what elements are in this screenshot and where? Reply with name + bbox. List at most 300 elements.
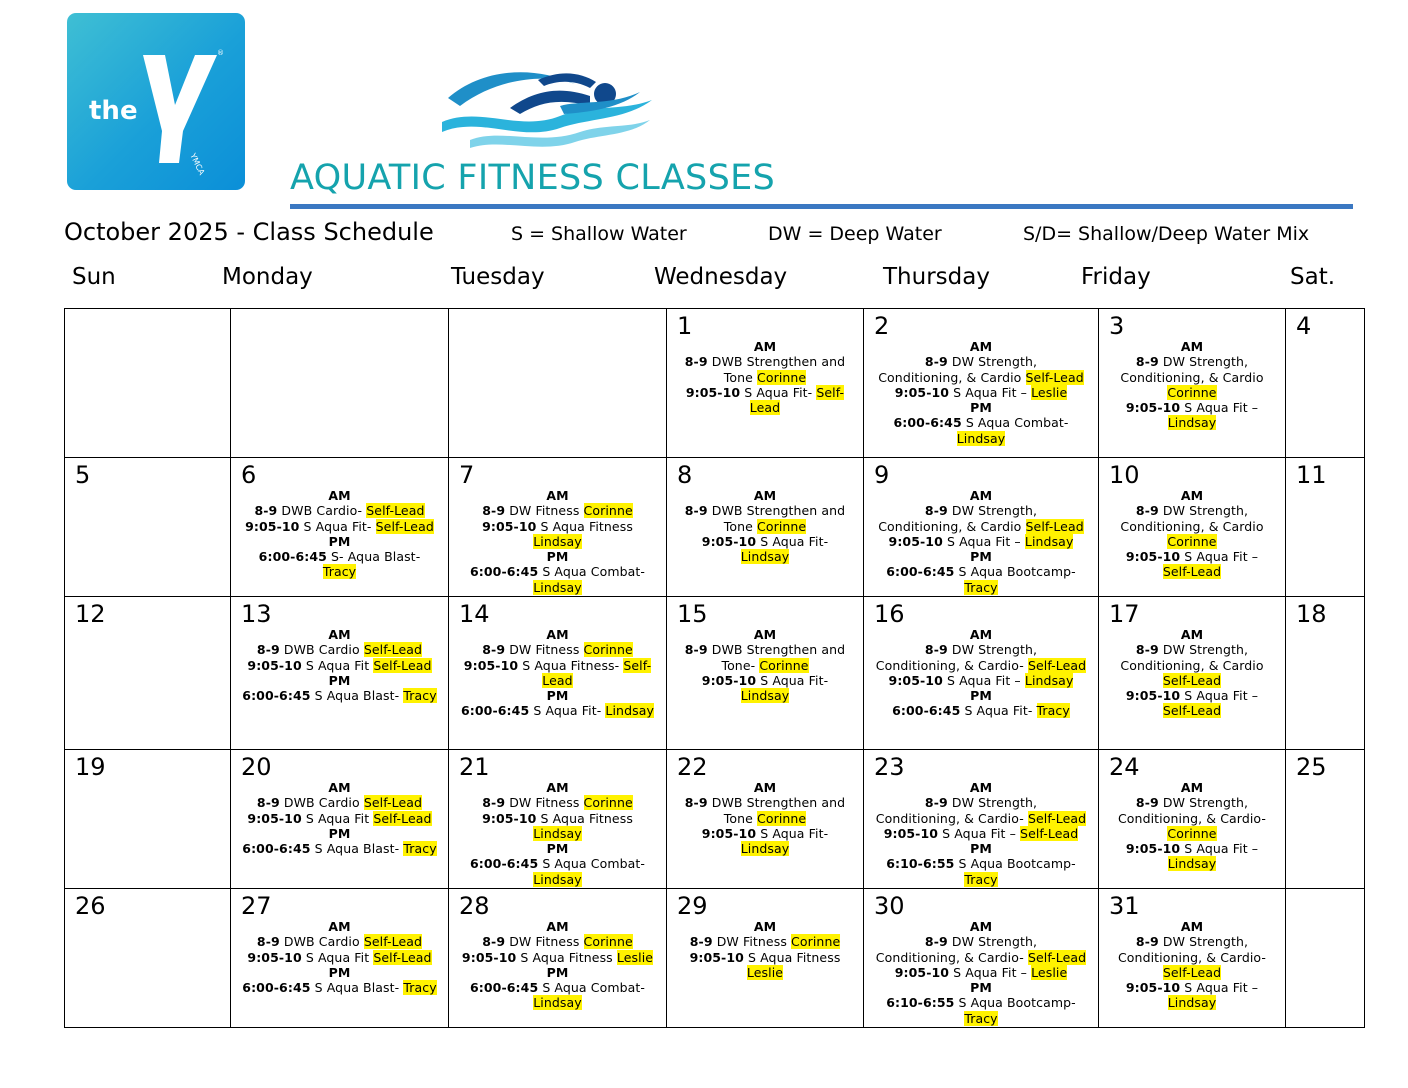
class-line <box>449 780 666 795</box>
class-text: S Aqua Fit – <box>1180 400 1259 416</box>
time-label: AM <box>969 488 993 503</box>
instructor-name: Corinne <box>583 503 633 519</box>
class-text: S Aqua Fit- <box>960 703 1037 719</box>
class-line <box>1099 534 1285 549</box>
class-line <box>231 780 448 795</box>
instructor-name: Lindsay <box>533 995 582 1011</box>
class-line <box>864 841 1098 856</box>
day-number: 27 <box>241 892 272 920</box>
instructor-name: Tracy <box>403 841 437 857</box>
instructor-name: Lindsay <box>1167 415 1217 431</box>
instructor-name: Tracy <box>964 871 998 887</box>
day-number: 17 <box>1109 600 1140 628</box>
instructor-name: Lead <box>542 672 573 688</box>
class-text: DW Fitness <box>712 934 792 950</box>
time-label: 6:00-6:45 <box>469 564 539 580</box>
class-line <box>231 795 448 810</box>
class-line <box>231 642 448 657</box>
class-line <box>449 995 666 1010</box>
time-label: 8-9 <box>1135 934 1159 950</box>
class-text: DW Fitness <box>505 795 584 811</box>
time-label: AM <box>969 339 993 354</box>
class-line <box>449 811 666 826</box>
class-line <box>667 370 863 385</box>
day-header-sat: Sat. <box>1290 264 1336 290</box>
class-line <box>231 811 448 826</box>
instructor-name: Self-Lead <box>1162 964 1222 980</box>
instructor-name: Corinne <box>757 810 807 826</box>
instructor-name: Self-Lead <box>373 949 432 965</box>
day-number: 30 <box>874 892 905 920</box>
time-label: AM <box>969 627 993 642</box>
class-text: DW Strength, <box>1158 354 1249 370</box>
calendar-day-12 <box>65 597 231 750</box>
calendar-day-7 <box>449 458 667 597</box>
day-number: 12 <box>75 600 106 628</box>
day-number: 7 <box>459 461 475 489</box>
calendar-day-14 <box>449 597 667 750</box>
calendar-day-23 <box>864 750 1099 889</box>
class-line <box>231 503 448 518</box>
calendar-empty-cell <box>231 309 449 458</box>
time-label: 8-9 <box>482 795 506 811</box>
time-label: PM <box>970 549 992 565</box>
time-label: AM <box>753 488 777 503</box>
time-label: PM <box>546 549 569 565</box>
class-text: DW Strength, <box>947 642 1038 658</box>
class-text: Tone- <box>721 657 760 673</box>
instructor-name: Corinne <box>583 642 633 658</box>
time-label: 8-9 <box>256 934 280 950</box>
instructor-name: Tracy <box>964 579 998 595</box>
time-label: 8-9 <box>924 795 948 811</box>
instructor-name: Leslie <box>746 964 784 980</box>
time-label: 9:05-10 <box>689 949 744 965</box>
class-text: S Aqua Combat- <box>538 980 646 996</box>
class-text: DW Strength, <box>1158 795 1249 811</box>
class-line <box>864 415 1098 430</box>
time-label: 8-9 <box>482 934 506 950</box>
instructor-name: Self-Lead <box>1025 518 1084 534</box>
class-text: S Aqua Fitness <box>743 949 841 965</box>
class-line <box>449 549 666 564</box>
class-line <box>1099 811 1285 826</box>
class-line <box>1099 400 1285 415</box>
day-number: 20 <box>241 753 272 781</box>
class-text: S Aqua Blast- <box>310 841 404 857</box>
class-line <box>449 934 666 949</box>
schedule-title: October 2025 - Class Schedule <box>64 218 434 246</box>
class-list <box>1099 309 1285 431</box>
class-line <box>449 703 666 718</box>
time-label: AM <box>328 919 351 934</box>
class-text: Tone <box>723 518 757 534</box>
calendar-day-22 <box>667 750 864 889</box>
time-label: AM <box>1180 780 1204 795</box>
instructor-name: Self-Lead <box>1027 810 1087 826</box>
day-number: 1 <box>677 312 693 340</box>
class-line <box>864 385 1098 400</box>
class-line <box>1099 658 1285 673</box>
time-label: 9:05-10 <box>1125 549 1181 565</box>
time-label: AM <box>1180 488 1204 503</box>
time-label: AM <box>753 339 777 354</box>
day-number: 4 <box>1296 312 1312 340</box>
time-label: AM <box>546 780 569 795</box>
time-label: 8-9 <box>256 642 280 658</box>
class-text: Conditioning, & Cardio- <box>1117 949 1267 965</box>
class-line <box>864 856 1098 871</box>
instructor-name: Leslie <box>616 949 654 965</box>
class-line <box>667 673 863 688</box>
class-text: DW Strength, <box>1158 934 1249 950</box>
class-line <box>667 841 863 856</box>
instructor-name: Tracy <box>403 688 437 704</box>
instructor-name: Corinne <box>1167 825 1217 841</box>
class-line <box>1099 919 1285 934</box>
time-label: 6:00-6:45 <box>469 980 539 996</box>
class-text: Conditioning, & Cardio <box>878 369 1026 385</box>
time-label: 9:05-10 <box>1125 841 1181 857</box>
instructor-name: Corinne <box>757 518 807 534</box>
class-line <box>667 339 863 354</box>
calendar-week-row <box>65 889 1365 1028</box>
class-text: S Aqua Fit- <box>756 533 829 549</box>
class-line <box>667 919 863 934</box>
instructor-name: Lindsay <box>533 825 582 841</box>
instructor-name: Tracy <box>1036 703 1070 719</box>
class-text: DW Fitness <box>505 934 584 950</box>
day-number: 8 <box>677 461 693 489</box>
day-header-tuesday: Tuesday <box>451 264 545 290</box>
class-line <box>864 503 1098 518</box>
time-label: 8-9 <box>684 642 708 658</box>
class-line <box>864 872 1098 887</box>
calendar-day-17 <box>1099 597 1286 750</box>
day-number: 9 <box>874 461 890 489</box>
class-line <box>864 919 1098 934</box>
class-text: DW Fitness <box>505 642 584 658</box>
class-line <box>449 673 666 688</box>
calendar-day-18 <box>1286 597 1365 750</box>
class-text: Conditioning, & Cardio <box>878 518 1026 534</box>
instructor-name: Lindsay <box>740 688 790 704</box>
time-label: 6:00-6:45 <box>258 549 327 565</box>
instructor-name: Tracy <box>322 564 357 580</box>
time-label: AM <box>753 919 777 934</box>
class-text: S Aqua Fit – <box>1180 841 1259 857</box>
class-line <box>864 519 1098 534</box>
class-line <box>864 534 1098 549</box>
class-text: DWB Cardio <box>279 795 364 811</box>
instructor-name: Lindsay <box>533 533 582 549</box>
class-list <box>864 458 1098 595</box>
class-line <box>231 488 448 503</box>
time-label: 9:05-10 <box>701 533 757 549</box>
instructor-name: Self-Lead <box>1027 657 1087 673</box>
class-line <box>864 811 1098 826</box>
instructor-name: Self-Lead <box>366 503 425 519</box>
class-text: DWB Cardio <box>279 642 364 658</box>
time-label: AM <box>328 780 351 795</box>
day-header-monday: Monday <box>222 264 313 290</box>
instructor-name: Self-Lead <box>1027 949 1087 965</box>
instructor-name: Corinne <box>757 369 807 385</box>
class-text: DWB Cardio- <box>277 503 367 519</box>
ymca-logo-sub: YMCA <box>188 151 207 177</box>
class-line <box>667 811 863 826</box>
class-line <box>231 965 448 980</box>
class-line <box>667 642 863 657</box>
class-text: S Aqua Fit- <box>740 384 817 400</box>
class-line <box>1099 673 1285 688</box>
time-label: 8-9 <box>924 354 948 370</box>
calendar-day-30 <box>864 889 1099 1028</box>
class-list <box>667 458 863 564</box>
time-label: PM <box>546 841 569 857</box>
instructor-name: Lindsay <box>1167 856 1217 872</box>
class-line <box>667 519 863 534</box>
day-number: 10 <box>1109 461 1140 489</box>
calendar-day-13 <box>231 597 449 750</box>
class-line <box>667 385 863 400</box>
class-line <box>231 534 448 549</box>
time-label: 8-9 <box>256 795 280 811</box>
calendar-day-25 <box>1286 750 1365 889</box>
instructor-name: Self-Lead <box>363 642 423 658</box>
class-line <box>1099 826 1285 841</box>
class-line <box>864 488 1098 503</box>
time-label: 9:05-10 <box>888 672 943 688</box>
time-label: PM <box>328 964 351 980</box>
class-line <box>449 919 666 934</box>
class-line <box>449 519 666 534</box>
class-line <box>449 564 666 579</box>
class-text: S Aqua Fit- <box>756 672 829 688</box>
class-text: DWB Strengthen and <box>707 795 846 811</box>
class-line <box>449 688 666 703</box>
time-label: 8-9 <box>482 642 506 658</box>
instructor-name: Lindsay <box>740 549 790 565</box>
instructor-name: Corinne <box>583 934 633 950</box>
class-line <box>231 564 448 579</box>
class-line <box>231 934 448 949</box>
class-text: S Aqua Fit- <box>756 825 829 841</box>
class-line <box>667 688 863 703</box>
class-text: S Aqua Fit – <box>942 533 1025 549</box>
time-label: 6:00-6:45 <box>242 980 311 996</box>
class-line <box>667 965 863 980</box>
time-label: 9:05-10 <box>888 533 943 549</box>
class-text: S Aqua Combat- <box>538 856 646 872</box>
class-line <box>449 826 666 841</box>
class-line <box>864 965 1098 980</box>
class-line <box>1099 995 1285 1010</box>
time-label: 9:05-10 <box>701 672 757 688</box>
class-line <box>1099 549 1285 564</box>
calendar-day-5 <box>65 458 231 597</box>
class-line <box>231 688 448 703</box>
time-label: PM <box>328 672 351 688</box>
time-label: 6:00-6:45 <box>892 703 961 719</box>
instructor-name: Self-Lead <box>363 934 423 950</box>
class-line <box>231 627 448 642</box>
time-label: 9:05-10 <box>894 964 950 980</box>
calendar-empty-cell <box>65 309 231 458</box>
time-label: AM <box>753 780 777 795</box>
class-line <box>449 841 666 856</box>
class-text: DWB Strengthen and <box>707 642 846 658</box>
calendar-week-row <box>65 458 1365 597</box>
time-label: 9:05-10 <box>1125 400 1181 416</box>
calendar-day-1 <box>667 309 864 458</box>
instructor-name: Tracy <box>964 1010 998 1026</box>
day-number: 26 <box>75 892 106 920</box>
class-line <box>1099 780 1285 795</box>
instructor-name: Leslie <box>1031 964 1068 980</box>
calendar-grid <box>64 308 1365 1028</box>
instructor-name: Lindsay <box>533 871 582 887</box>
class-line <box>1099 642 1285 657</box>
class-line <box>1099 339 1285 354</box>
class-line <box>231 841 448 856</box>
time-label: AM <box>753 627 777 642</box>
class-line <box>667 950 863 965</box>
class-line <box>1099 503 1285 518</box>
class-line <box>1099 856 1285 871</box>
class-text: Conditioning, & Cardio <box>1120 518 1264 534</box>
day-header-sun: Sun <box>72 264 116 290</box>
calendar-day-21 <box>449 750 667 889</box>
class-line <box>449 534 666 549</box>
class-line <box>231 673 448 688</box>
time-label: AM <box>328 627 351 642</box>
class-text: S Aqua Fit – <box>942 672 1025 688</box>
class-line <box>864 1011 1098 1026</box>
calendar-day-4 <box>1286 309 1365 458</box>
class-text: Conditioning, & Cardio <box>1120 657 1264 673</box>
class-line <box>1099 564 1285 579</box>
class-text: Tone <box>723 369 757 385</box>
instructor-name: Corinne <box>791 934 841 950</box>
class-text: S Aqua Fit – <box>1180 688 1259 704</box>
day-number: 2 <box>874 312 890 340</box>
class-line <box>864 688 1098 703</box>
class-text: S Aqua Blast- <box>310 980 404 996</box>
class-line <box>449 627 666 642</box>
time-label: 9:05-10 <box>247 949 302 965</box>
time-label: 8-9 <box>1135 354 1159 370</box>
class-text: S Aqua Combat- <box>961 415 1069 431</box>
day-number: 24 <box>1109 753 1140 781</box>
class-text: S Aqua Fit – <box>1180 980 1259 996</box>
instructor-name: Self-Lead <box>1020 825 1079 841</box>
time-label: AM <box>969 780 993 795</box>
time-label: 9:05-10 <box>247 810 302 826</box>
time-label: AM <box>1180 627 1204 642</box>
class-line <box>864 780 1098 795</box>
day-number: 18 <box>1296 600 1327 628</box>
class-list <box>231 458 448 580</box>
class-line <box>864 703 1098 718</box>
class-line <box>667 549 863 564</box>
class-list <box>667 309 863 415</box>
calendar-day-10 <box>1099 458 1286 597</box>
time-label: PM <box>970 841 992 857</box>
time-label: PM <box>970 400 992 416</box>
class-line <box>449 856 666 871</box>
class-line <box>449 488 666 503</box>
class-line <box>1099 519 1285 534</box>
instructor-name: Self-Lead <box>1025 369 1084 385</box>
class-line <box>1099 703 1285 718</box>
class-text: S Aqua Fitness <box>536 810 633 826</box>
class-line <box>667 795 863 810</box>
class-line <box>864 564 1098 579</box>
time-label: 8-9 <box>924 642 948 658</box>
class-text: S- Aqua Blast- <box>326 549 421 565</box>
calendar-day-6 <box>231 458 449 597</box>
class-list <box>864 309 1098 446</box>
class-line <box>1099 354 1285 369</box>
instructor-name: Lindsay <box>740 841 790 857</box>
calendar-day-27 <box>231 889 449 1028</box>
time-label: PM <box>546 688 569 704</box>
class-line <box>667 627 863 642</box>
class-text: S Aqua Fit <box>301 657 374 673</box>
time-label: 6:00-6:45 <box>893 415 962 431</box>
day-header-friday: Friday <box>1081 264 1151 290</box>
title-divider <box>290 204 1353 209</box>
time-label: AM <box>1180 339 1204 354</box>
calendar-day-2 <box>864 309 1099 458</box>
time-label: 9:05-10 <box>894 384 950 400</box>
class-text: S Aqua Fit <box>301 949 374 965</box>
class-line <box>449 658 666 673</box>
instructor-name: Self-Lead <box>373 810 432 826</box>
class-line <box>864 627 1098 642</box>
class-line <box>1099 795 1285 810</box>
class-text: S Aqua Fit- <box>529 703 606 719</box>
class-text: DWB Strengthen and <box>707 354 846 370</box>
class-text: S Aqua Blast- <box>310 688 404 704</box>
day-header-wednesday: Wednesday <box>654 264 788 290</box>
class-line <box>864 400 1098 415</box>
calendar-day-24 <box>1099 750 1286 889</box>
class-line <box>667 780 863 795</box>
class-line <box>449 965 666 980</box>
class-line <box>1099 627 1285 642</box>
class-line <box>231 519 448 534</box>
class-text: Conditioning, & Cardio- <box>875 810 1028 826</box>
time-label: 8-9 <box>482 503 506 519</box>
class-line <box>667 488 863 503</box>
time-label: 8-9 <box>684 795 708 811</box>
instructor-name: Self- <box>816 384 845 400</box>
class-line <box>864 370 1098 385</box>
time-label: AM <box>546 488 569 503</box>
calendar-empty-cell <box>1286 889 1365 1028</box>
class-text: DW Fitness <box>505 503 584 519</box>
time-label: 9:05-10 <box>463 657 519 673</box>
day-number: 14 <box>459 600 490 628</box>
day-number: 11 <box>1296 461 1327 489</box>
class-line <box>449 642 666 657</box>
class-text: DW Strength, <box>947 354 1038 370</box>
time-label: 8-9 <box>924 934 948 950</box>
class-line <box>1099 980 1285 995</box>
calendar-week-row <box>65 309 1365 458</box>
